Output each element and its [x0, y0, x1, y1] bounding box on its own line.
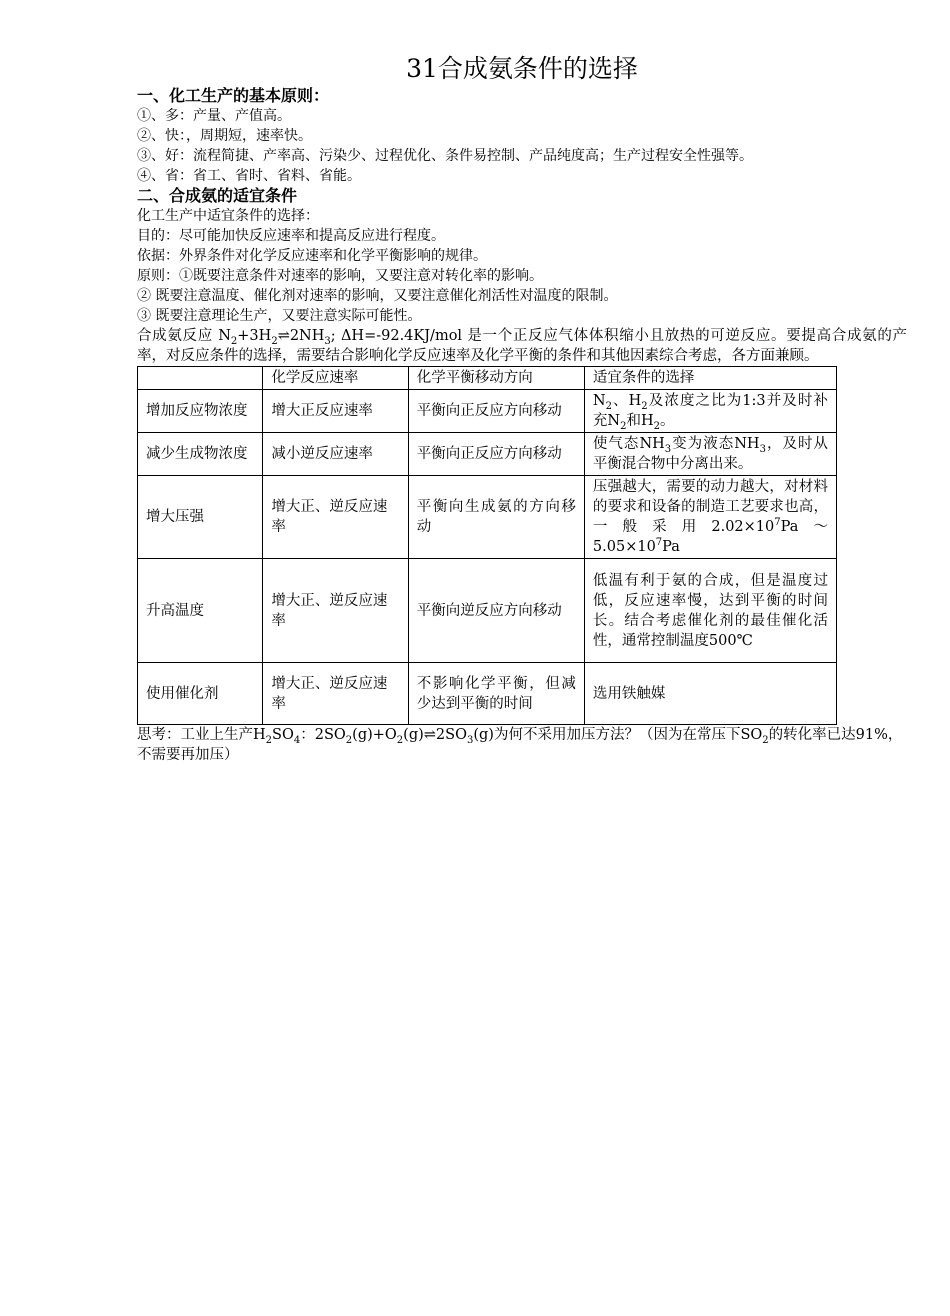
- principle-item-3: ③、好：流程简捷、产率高、污染少、过程优化、条件易控制、产品纯度高；生产过程安全性强等。: [137, 148, 753, 164]
- line-purpose: 目的：尽可能加快反应速率和提高反应进行程度。: [137, 228, 445, 244]
- think-question: 思考：工业上生产$H_2SO_4$：$2SO_2(g)+O_2(g)\rightleftharpoons 2SO_3(g)$为何不采用加压方法？（因为在常压下$SO_2$的转化率已达91%，不需要再加压）: [137, 727, 903, 763]
- cell-choice: $N_2$、$H_2$及浓度之比为1:3并及时补充$N_2$和$H_2$。: [584, 390, 836, 433]
- cell-equilibrium: 平衡向正反应方向移动: [408, 433, 584, 476]
- principle-item-4: ④、省：省工、省时、省料、省能。: [137, 168, 361, 184]
- cell-condition: 增大压强: [138, 476, 263, 559]
- cell-equilibrium: 平衡向逆反应方向移动: [408, 559, 584, 663]
- table-row: [138, 663, 837, 725]
- line-basis: 依据：外界条件对化学反应速率和化学平衡影响的规律。: [137, 248, 487, 264]
- section1-heading: 一、化工生产的基本原则：: [137, 86, 330, 105]
- line-principle-3: ③ 既要注意理论生产，又要注意实际可能性。: [137, 308, 422, 324]
- table-row: [138, 559, 837, 663]
- table-row: [138, 476, 837, 559]
- cell-rate: 增大正、逆反应速率: [263, 559, 408, 663]
- page-title: 31合成氨条件的选择: [406, 54, 638, 83]
- header-cell: [138, 367, 263, 390]
- cell-rate: 增大正反应速率: [263, 390, 408, 433]
- principle-item-2: ②、快：，周期短，速率快。: [137, 128, 312, 144]
- cell-choice: 低温有利于氨的合成，但是温度过低，反应速率慢，达到平衡的时间长。结合考虑催化剂的最佳催化活性，通常控制温度500℃: [584, 559, 836, 663]
- cell-choice: 使气态$NH_3$变为液态$NH_3$，及时从平衡混合物中分离出来。: [584, 433, 836, 476]
- cell-equilibrium: 平衡向生成氨的方向移动: [408, 476, 584, 559]
- cell-choice: 选用铁触媒: [584, 663, 836, 725]
- cell-condition: 使用催化剂: [138, 663, 263, 725]
- cell-condition: 减少生成物浓度: [138, 433, 263, 476]
- principle-item-1: ①、多：产量、产值高。: [137, 108, 291, 124]
- header-cell: 化学反应速率: [263, 367, 408, 390]
- section2-heading: 二、合成氨的适宜条件: [137, 186, 298, 205]
- line-principle-2: ② 既要注意温度、催化剂对速率的影响，又要注意催化剂活性对温度的限制。: [137, 288, 618, 304]
- cell-rate: 减小逆反应速率: [263, 433, 408, 476]
- cell-rate: 增大正、逆反应速率: [263, 476, 408, 559]
- cell-condition: 增加反应物浓度: [138, 390, 263, 433]
- document-page: [137, 52, 907, 765]
- table-header-row: [138, 367, 837, 390]
- reaction-text: 合成氨反应 $N_2+3H_2\rightleftharpoons 2NH_3$; ΔH=-92.4KJ/mol: [137, 328, 468, 347]
- conditions-table: [137, 366, 837, 725]
- table-row: [138, 390, 837, 433]
- reaction-description: 是一个正反应气体体积缩小且放热的可逆反应。要提高合成氨的产率，对反应条件的选择，需要结合影响化学反应速率及化学平衡的条件和其他因素综合考虑，各方面兼顾。: [137, 328, 908, 364]
- header-cell: 化学平衡移动方向: [408, 367, 584, 390]
- table-row: [138, 433, 837, 476]
- cell-equilibrium: 平衡向正反应方向移动: [408, 390, 584, 433]
- header-cell: 适宜条件的选择: [584, 367, 836, 390]
- line-principle-1: 原则：①既要注意条件对速率的影响，又要注意对转化率的影响。: [137, 268, 543, 284]
- cell-rate: 增大正、逆反应速率: [263, 663, 408, 725]
- cell-equilibrium: 不影响化学平衡，但减少达到平衡的时间: [408, 663, 584, 725]
- line-selection: 化工生产中适宜条件的选择：: [137, 208, 319, 224]
- reaction-paragraph: [137, 326, 907, 366]
- cell-condition: 升高温度: [138, 559, 263, 663]
- cell-choice: 压强越大，需要的动力越大，对材料的要求和设备的制造工艺要求也高，一般采用$2.02\times 10^7Pa\sim 5.05\times 10^7Pa$: [584, 476, 836, 559]
